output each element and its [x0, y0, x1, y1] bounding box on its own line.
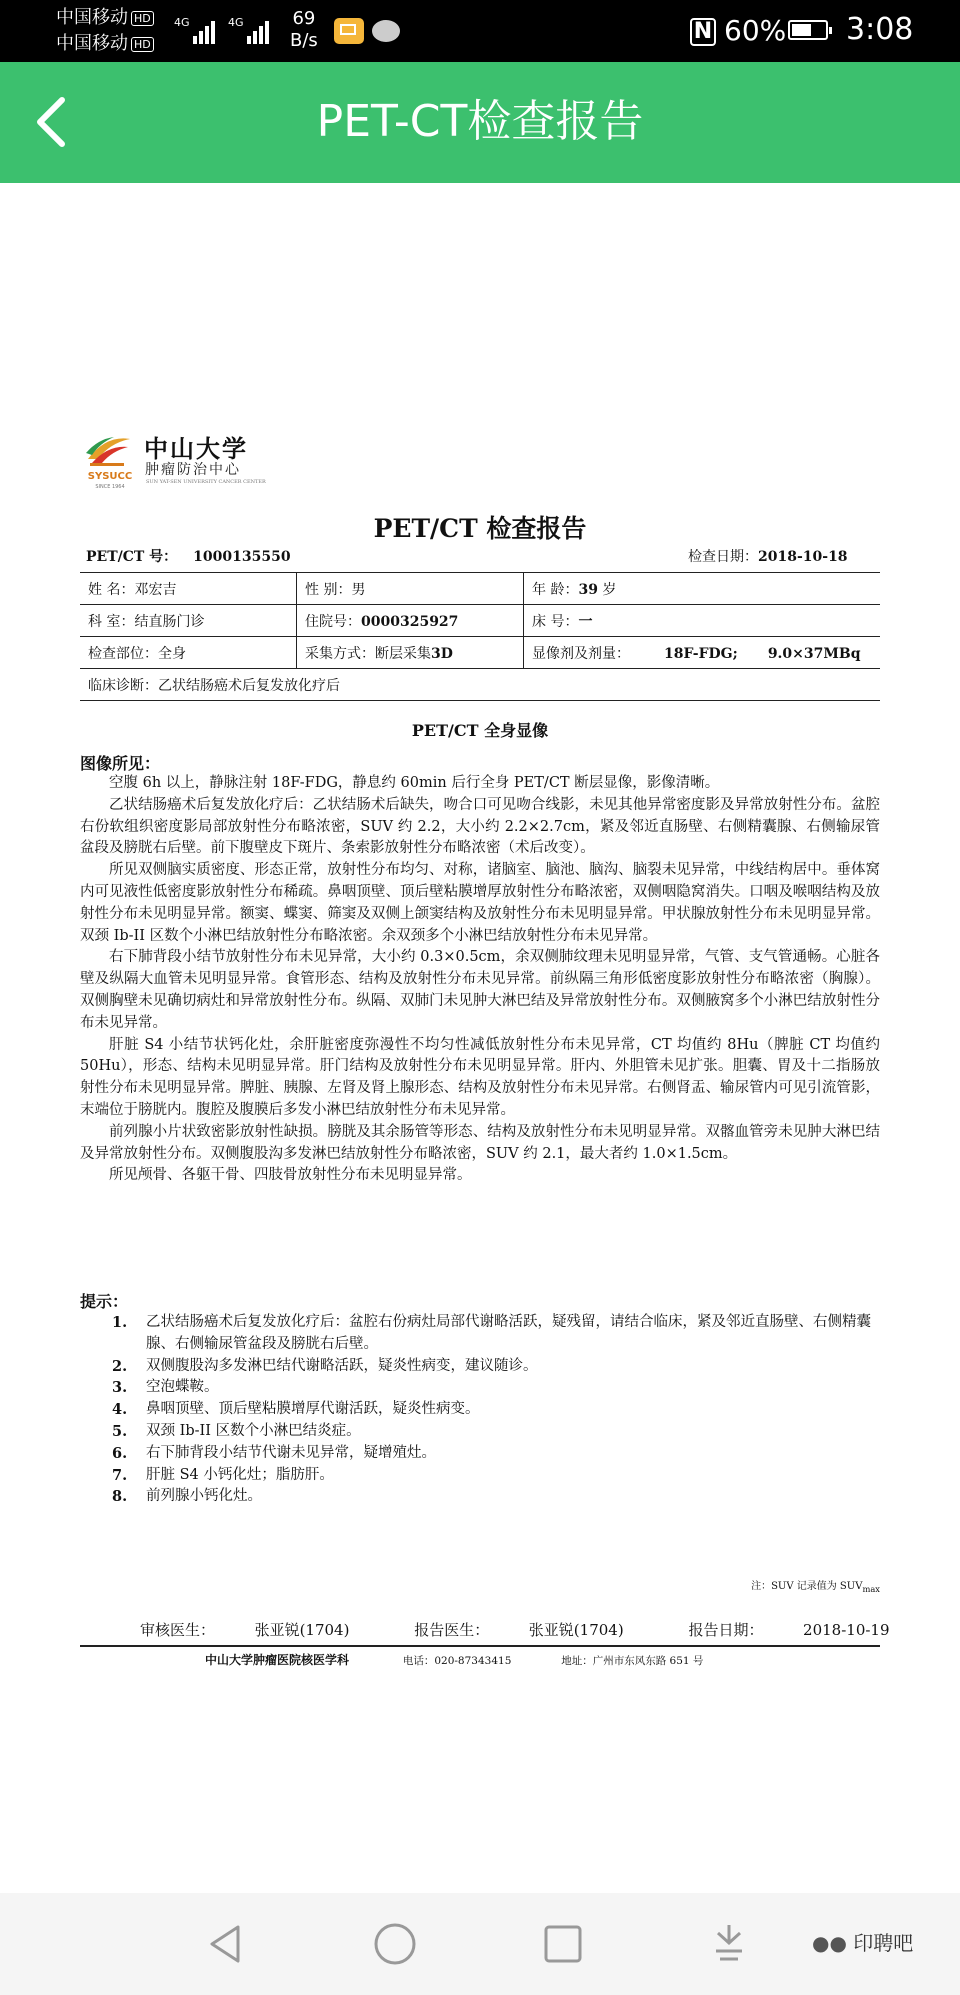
battery-percent: 60% — [724, 14, 787, 47]
report-title: PET/CT 检查报告 — [373, 514, 587, 543]
finding-paragraph: 所见双侧脑实质密度、形态正常，放射性分布均匀、对称，诸脑室、脑池、脑沟、脑裂未见异常，中线结构居中。垂体窝内可见液性低密度影放射性分布稀疏。鼻咽顶壁、顶后壁粘膜增厚放射性分布略浓密，双侧咽隐窝消失。口咽及喉咽结构及放射性分布未见明显异常。额窦、蝶窦、筛窦及双侧上颌窦结构及放射性分布未见明显异常。甲状腺放射性分布未见明显异常。双颈 Ib-II 区数个小淋巴结放射性分布略浓密。余双颈多个小淋巴结放射性分布未见异常。 — [80, 862, 880, 944]
logo-english: SYSUCC SINCE 1964 — [87, 471, 133, 490]
acquisition-mode: 3D — [431, 645, 453, 662]
signature-line — [140, 1619, 950, 1640]
footer-divider — [80, 1645, 880, 1647]
reviewer: 审核医生： 张亚锐(1704) — [140, 1621, 350, 1639]
tip-item: 5. 双颈 Ib-II 区数个小淋巴结炎症。 — [112, 1422, 361, 1440]
tip-item: 7. 肝脏 S4 小钙化灶；脂肪肝。 — [112, 1466, 334, 1484]
logo-english-full: SUN YAT-SEN UNIVERSITY CANCER CENTER — [146, 479, 266, 485]
watermark: ●● 印聘吧 — [812, 1931, 914, 1955]
findings-body — [80, 773, 880, 1187]
tip-item: 4. 鼻咽顶壁、顶后壁粘膜增厚代谢活跃，疑炎性病变。 — [112, 1401, 480, 1419]
agent-label: 显像剂及剂量： — [532, 645, 630, 662]
petct-number: PET/CT 号： 1000135550 — [86, 549, 291, 565]
home-circle-icon[interactable] — [370, 1919, 420, 1969]
finding-paragraph: 肝脏 S4 小结节状钙化灶，余肝脏密度弥漫性不均匀性减低放射性分布未见异常，CT 均值约 8Hu（脾脏 CT 均值约 50Hu），形态、结构未见明显异常。肝门结构及放射性分布未见明显异常。肝内、外胆管未见扩张。胆囊、胃及十二指肠放射性分布未见明显异常。脾脏、胰腺、左肾及肾上腺形态、结构及放射性分布未见异常。右侧肾盂、输尿管内可见引流管影，末端位于膀胱内。腹腔及腹膜后多发小淋巴结放射性分布未见异常。 — [80, 1036, 880, 1118]
section-title: PET/CT 全身显像 — [411, 721, 549, 740]
inpatient-label: 住院号： — [305, 613, 361, 630]
status-bar — [0, 0, 960, 62]
tip-item: 2. 双侧腹股沟多发淋巴结代谢略活跃，疑炎性病变，建议随诊。 — [112, 1357, 538, 1375]
bed-number: 一 — [578, 613, 593, 630]
age-unit: 岁 — [602, 581, 617, 598]
footer-phone: 电话：020-87343415 — [402, 1655, 512, 1667]
footer-department: 中山大学肿瘤医院核医学科 — [205, 1653, 350, 1667]
battery-fill — [792, 24, 811, 36]
tracer-agent: 18F-FDG; — [664, 645, 738, 662]
signal-icon-2 — [228, 16, 269, 44]
net-type-1: 4G — [174, 16, 190, 29]
mail-notification-icon — [334, 18, 364, 44]
tips-list — [80, 1312, 880, 1508]
tip-item: 8. 前列腺小钙化灶。 — [112, 1488, 262, 1506]
reporter: 报告医生： 张亚锐(1704) — [414, 1621, 624, 1639]
battery-icon — [788, 20, 828, 40]
tip-item: 1. 乙状结肠癌术后复发放化疗后：盆腔右份病灶局部代谢略活跃，疑残留，请结合临床，紧及邻近直肠壁、右侧精囊腺、右侧输尿管盆段及膀胱右后壁。 — [112, 1314, 871, 1352]
app-bar — [0, 62, 960, 183]
department: 结直肠门诊 — [134, 613, 205, 630]
exam-date: 检查日期：2018-10-18 — [688, 549, 848, 565]
footer-address: 地址：广州市东风东路 651 号 — [561, 1655, 704, 1667]
dept-label: 科 室： — [88, 613, 135, 630]
diagnosis-label: 临床诊断： — [88, 677, 158, 694]
hd-badge: HD — [131, 11, 154, 26]
recents-square-icon[interactable] — [538, 1919, 588, 1969]
tip-item: 3. 空泡蝶鞍。 — [112, 1379, 219, 1397]
navigation-bar — [0, 1893, 960, 1995]
net-type-2: 4G — [228, 16, 244, 29]
patient-info-table — [80, 572, 880, 701]
back-triangle-icon[interactable] — [200, 1919, 250, 1969]
tip-item: 6. 右下肺背段小结节代谢未见异常，疑增殖灶。 — [112, 1444, 436, 1462]
bed-label: 床 号： — [532, 613, 579, 630]
part-label: 检查部位： — [88, 645, 158, 662]
clinical-diagnosis: 乙状结肠癌术后复发放化疗后 — [158, 677, 340, 694]
age-label: 年 龄： — [532, 581, 579, 598]
inpatient-number: 0000325927 — [361, 613, 459, 630]
logo-university-name: 中山大学 — [144, 434, 248, 463]
report-document — [0, 183, 960, 1893]
name-label: 姓 名： — [88, 581, 135, 598]
nfc-icon: N — [690, 18, 716, 46]
patient-name: 邓宏吉 — [134, 581, 177, 598]
notification-pull-icon[interactable] — [704, 1919, 754, 1969]
acquisition-method: 断层采集 — [375, 645, 431, 662]
finding-paragraph: 前列腺小片状致密影放射性缺损。膀胱及其余肠管等形态、结构及放射性分布未见明显异常。双髂血管旁未见肿大淋巴结及异常放射性分布。双侧腹股沟多发淋巴结放射性分布略浓密，SUV 约 2.1，最大者约 1.0×1.5cm。 — [80, 1123, 880, 1162]
finding-paragraph: 乙状结肠癌术后复发放化疗后：乙状结肠术后缺失，吻合口可见吻合线影，未见其他异常密度影及异常放射性分布。盆腔右份软组织密度影局部放射性分布略浓密，SUV 约 2.2，大小约 2.2×2.7cm，紧及邻近直肠壁、右侧精囊腺、右侧输尿管盆段及膀胱右后壁。前下腹壁皮下斑片、条索影放射性分布略浓密（术后改变）。 — [80, 796, 880, 857]
hd-badge-2: HD — [131, 37, 154, 52]
signal-icon — [174, 16, 215, 44]
carrier-2: 中国移动 HD — [56, 34, 154, 54]
finding-paragraph: 所见颅骨、各躯干骨、四肢骨放射性分布未见明显异常。 — [109, 1167, 472, 1184]
sex-label: 性 别： — [305, 581, 352, 598]
tips-heading: 提示： — [80, 1292, 129, 1311]
logo-center-name: 肿瘤防治中心 — [145, 462, 241, 478]
chat-notification-icon — [372, 20, 400, 42]
suv-note: 注：SUV 记录值为 $SUV_{max}$ — [751, 1581, 880, 1594]
finding-paragraph: 右下肺背段小结节放射性分布未见异常，大小约 0.3×0.5cm，余双侧肺纹理未见明显异常，气管、支气管通畅。心脏各壁及纵隔大血管未见明显异常。食管形态、结构及放射性分布未见异常。前纵隔三角形低密度影放射性分布略浓密（胸腺）。双侧胸壁未见确切病灶和异常放射性分布。纵隔、双肺门未见肿大淋巴结及异常放射性分布。双侧腋窝多个小淋巴结放射性分布未见异常。 — [80, 949, 880, 1031]
patient-sex: 男 — [351, 581, 366, 598]
carrier-1: 中国移动 HD — [56, 8, 154, 28]
clock: 3:08 — [846, 12, 914, 47]
patient-age: 39 — [578, 581, 598, 598]
wechat-icon: ●● — [812, 1931, 847, 1955]
finding-paragraph: 空腹 6h 以上，静脉注射 18F-FDG，静息约 60min 后行全身 PET/CT 断层显像，影像清晰。 — [109, 775, 720, 791]
tracer-dose: 9.0×37MBq — [767, 645, 861, 662]
net-speed: 69 B/s — [290, 8, 318, 51]
logo-emblem-icon — [84, 433, 132, 473]
report-footer — [205, 1651, 749, 1668]
findings-heading: 图像所见： — [80, 754, 161, 773]
page-title: PET-CT检查报告 — [316, 96, 644, 147]
method-label: 采集方式： — [305, 645, 375, 662]
exam-part: 全身 — [158, 645, 186, 662]
report-date: 报告日期： 2018-10-19 — [688, 1621, 890, 1639]
